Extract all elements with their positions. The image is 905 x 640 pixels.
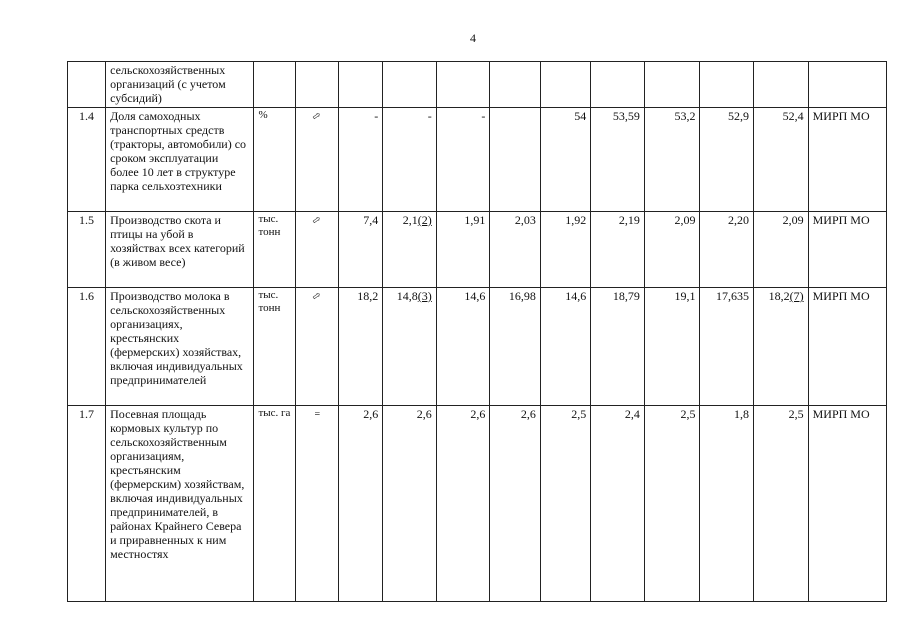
value-cell: [338, 406, 382, 602]
value-cell: [490, 406, 540, 602]
value-text: 54: [574, 109, 587, 123]
value-text: -: [374, 109, 379, 123]
footnote-reference[interactable]: (2): [417, 213, 432, 227]
value-cell: [490, 108, 540, 212]
value-cell: [436, 62, 490, 108]
value-text: 1,92: [565, 213, 587, 227]
value-cell: [700, 108, 754, 212]
value-text: -: [427, 109, 432, 123]
table-row: [68, 406, 887, 602]
value-cell: [591, 108, 645, 212]
value-cell: [383, 212, 437, 288]
value-text: 2,19: [618, 213, 640, 227]
trend-cell: [295, 406, 338, 602]
value-text: 2,6: [520, 407, 536, 421]
value-text: 52,9: [728, 109, 750, 123]
footnote-reference[interactable]: (3): [417, 289, 432, 303]
value-text: 52,4: [782, 109, 804, 123]
value-text: 19,1: [674, 289, 696, 303]
value-cell: [383, 108, 437, 212]
value-cell: [591, 288, 645, 406]
value-text: 2,09: [782, 213, 804, 227]
row-number: 1.6: [68, 288, 106, 406]
unit-cell: [254, 62, 295, 108]
value-text: 1,8: [734, 407, 750, 421]
value-cell: [591, 62, 645, 108]
value-cell: [540, 288, 590, 406]
trend-cell: [295, 212, 338, 288]
table-row: [68, 212, 887, 288]
value-cell: [540, 62, 590, 108]
value-cell: [754, 406, 809, 602]
trend-cell: [295, 62, 338, 108]
value-cell: [436, 212, 490, 288]
indicator-name: Производство молока в сельскохозяйственных организациях, крестьянских (фермерских) хозяйствах, включая индивидуальных предпринимателей: [106, 288, 254, 406]
unit-cell: %: [254, 108, 295, 212]
footnote-reference[interactable]: (7): [789, 289, 804, 303]
value-cell: [338, 108, 382, 212]
value-text: 16,98: [508, 289, 536, 303]
table-row: [68, 62, 887, 108]
unit-cell: тыс. га: [254, 406, 295, 602]
value-cell: [700, 62, 754, 108]
value-cell: [644, 406, 700, 602]
indicator-name: Доля самоходных транспортных средств (тракторы, автомобили) со сроком эксплуатации более 10 лет в структуре парка сельхозтехники: [106, 108, 254, 212]
value-cell: [338, 288, 382, 406]
value-cell: [644, 62, 700, 108]
value-cell: [540, 108, 590, 212]
value-cell: [383, 406, 437, 602]
value-cell: [644, 108, 700, 212]
value-cell: [754, 108, 809, 212]
table-row: [68, 288, 887, 406]
value-text: 17,635: [716, 289, 750, 303]
arrow-right-icon: ⇨: [309, 213, 324, 228]
value-text: 2,1: [402, 213, 418, 227]
value-text: 14,6: [565, 289, 587, 303]
row-number: [68, 62, 106, 108]
indicator-name: Посевная площадь кормовых культур по сельскохозяйственным организациям, крестьянским (фермерским) хозяйствам, включая индивидуальных предпринимателей, в районах Крайнего Севера и приравненных к ним местностях: [106, 406, 254, 602]
value-cell: [383, 288, 437, 406]
value-text: 7,4: [363, 213, 379, 227]
responsible-body: МИРП МО: [808, 288, 886, 406]
value-cell: [540, 212, 590, 288]
value-cell: [700, 288, 754, 406]
value-cell: [540, 406, 590, 602]
responsible-body: МИРП МО: [808, 212, 886, 288]
value-cell: [591, 406, 645, 602]
value-cell: [591, 212, 645, 288]
value-cell: [490, 212, 540, 288]
row-number: 1.7: [68, 406, 106, 602]
responsible-body: МИРП МО: [808, 406, 886, 602]
value-text: 2,6: [416, 407, 432, 421]
value-cell: [436, 406, 490, 602]
row-number: 1.4: [68, 108, 106, 212]
value-cell: [436, 108, 490, 212]
value-text: 2,4: [624, 407, 640, 421]
indicator-name: Производство скота и птицы на убой в хозяйствах всех категорий (в живом весе): [106, 212, 254, 288]
indicators-table: [67, 61, 887, 602]
value-text: 2,5: [571, 407, 587, 421]
value-cell: [338, 62, 382, 108]
value-text: 2,6: [363, 407, 379, 421]
arrow-right-icon: ⇨: [309, 289, 324, 304]
value-text: 2,6: [470, 407, 486, 421]
value-cell: [754, 288, 809, 406]
trend-cell: [295, 288, 338, 406]
arrow-right-icon: ⇨: [309, 109, 324, 124]
indicator-name: сельскохозяйственных организаций (с учетом субсидий): [106, 62, 254, 108]
value-text: 2,09: [674, 213, 696, 227]
value-text: 14,6: [464, 289, 486, 303]
value-text: 53,59: [612, 109, 640, 123]
value-cell: [490, 62, 540, 108]
value-cell: [754, 62, 809, 108]
value-cell: [700, 406, 754, 602]
table-row: [68, 108, 887, 212]
value-cell: [383, 62, 437, 108]
value-cell: [490, 288, 540, 406]
value-cell: [644, 288, 700, 406]
value-text: -: [481, 109, 486, 123]
value-text: 14,8: [396, 289, 418, 303]
responsible-body: [808, 62, 886, 108]
row-number: 1.5: [68, 212, 106, 288]
value-text: 18,2: [357, 289, 379, 303]
page-number: 4: [470, 31, 476, 45]
value-cell: [436, 288, 490, 406]
value-text: 2,5: [680, 407, 696, 421]
value-cell: [754, 212, 809, 288]
value-text: 2,20: [728, 213, 750, 227]
trend-cell: [295, 108, 338, 212]
unit-cell: тыс. тонн: [254, 288, 295, 406]
value-text: 2,5: [788, 407, 804, 421]
value-text: 53,2: [674, 109, 696, 123]
value-cell: [644, 212, 700, 288]
value-text: 2,03: [514, 213, 536, 227]
value-text: 1,91: [464, 213, 486, 227]
equal-icon: =: [314, 409, 320, 420]
value-text: 18,2: [768, 289, 790, 303]
value-text: 18,79: [612, 289, 640, 303]
unit-cell: тыс. тонн: [254, 212, 295, 288]
responsible-body: МИРП МО: [808, 108, 886, 212]
value-cell: [338, 212, 382, 288]
value-cell: [700, 212, 754, 288]
